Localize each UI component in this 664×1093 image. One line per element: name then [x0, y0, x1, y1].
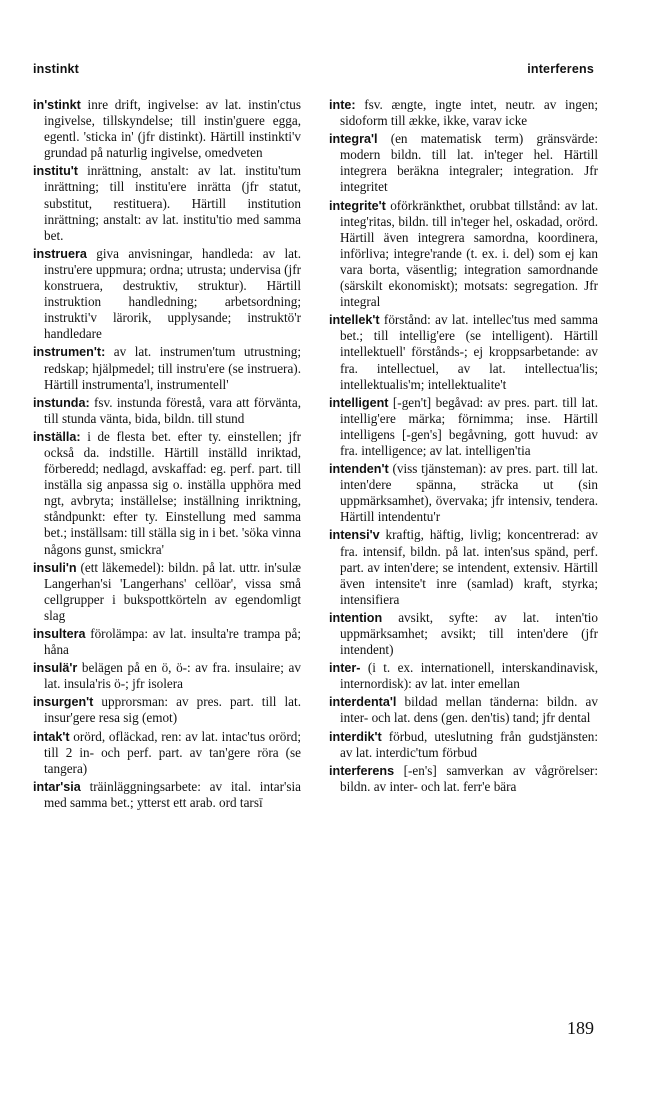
- entry-headword: interferens: [329, 763, 395, 778]
- entry-headword: intar'sia: [33, 779, 81, 794]
- entry-definition: giva anvisningar, handleda: av lat. instru'ere uppmura; ordna; utrusta; undervisa (jfr konstruera, destruktiv, struktur). Härtill instruktion handledning; arbetsordning; instrukti'v lärorik, upplysande; instruktö'r handledare: [44, 245, 301, 342]
- dictionary-entry: [33, 163, 301, 243]
- entry-headword: insulä'r: [33, 661, 78, 676]
- entry-definition: [-en's] samverkan av vågrörelser: bildn. av inter- och lat. ferr'e bära: [340, 762, 598, 794]
- dictionary-entry: [329, 527, 598, 607]
- dictionary-entry: [329, 131, 598, 195]
- dictionary-entry: [329, 461, 598, 525]
- dictionary-entry: [329, 694, 598, 726]
- dictionary-entry: [329, 610, 598, 658]
- left-column: [33, 97, 301, 813]
- dictionary-entry: [33, 344, 301, 392]
- entry-headword: integra'l: [329, 132, 378, 147]
- entry-definition: inre drift, ingivelse: av lat. instin'ctus ingivelse, tillskyndelse; till instin'guere egga, egentl. 'sticka in' (jfr distinkt). Härtill instinkti'v grundad på naturlig ingivelse, omedveten: [44, 97, 301, 161]
- entry-headword: insultera: [33, 627, 86, 641]
- entry-definition: träinläggningsarbete: av ital. intar'sia med samma bet.; ytterst ett arab. ord tarsī: [44, 778, 301, 810]
- entry-definition: förolämpa: av lat. insulta're trampa på; håna: [44, 626, 301, 658]
- dictionary-entry: [33, 97, 301, 161]
- dictionary-entry: [33, 429, 301, 558]
- dictionary-entry: [33, 660, 301, 692]
- entry-definition: (i t. ex. internationell, interskandinavisk, internordisk): av lat. inter emellan: [340, 660, 598, 692]
- entry-headword: instrumen't:: [33, 345, 106, 360]
- entry-headword: instunda:: [33, 395, 90, 410]
- entry-headword: intention: [329, 610, 383, 625]
- entry-headword: inte:: [329, 98, 356, 112]
- dictionary-entry: [329, 660, 598, 692]
- dictionary-entry: [329, 763, 598, 795]
- entry-definition: fsv. instunda förestå, vara att förvänta, till stunda vänta, bida, bildn. till stund: [44, 394, 301, 426]
- entry-definition: [-gen't] begåvad: av pres. part. till lat. intellig'ere märka; förnimma; inse. Härtill intelligens [-gen's] begåvning, gott huvud: av fra. intelligence; av lat. intelligen'tia: [340, 394, 598, 458]
- entry-headword: insuli'n: [33, 560, 77, 575]
- entry-definition: orörd, ofläckad, ren: av lat. intac'tus orörd; till 2 in- och perf. part. av tan'gere röra (se tangera): [44, 728, 301, 776]
- entry-definition: avsikt, syfte: av lat. inten'tio uppmärksamhet; avsikt; till inten'dere (jfr intendent): [340, 609, 598, 658]
- dictionary-entry: [329, 198, 598, 311]
- entry-definition: kraftig, häftig, livlig; koncentrerad: av fra. intensif, bildn. på lat. inten'sus spänd, perf. part. av inten'dere; se intendent, extensiv. Härtill även intensite't inre (samlad) kraft, styrka; intensifiera: [340, 527, 598, 607]
- entry-definition: (viss tjänsteman): av pres. part. till lat. inten'dere spänna, sträcka ut (sin uppmärksamhet), övervaka; jfr intensiv, tendera. Härtill intendentu'r: [340, 461, 598, 525]
- entry-definition: bildad mellan tänderna: bildn. av inter- och lat. dens (gen. den'tis) tand; jfr dental: [340, 694, 598, 726]
- dictionary-entry: [33, 246, 301, 343]
- entry-definition: fsv. ængte, ingte intet, neutr. av ingen; sidoform till ække, ikke, varav icke: [340, 97, 598, 129]
- entry-definition: oförkränkthet, orubbat tillstånd: av lat. integ'ritas, bildn. till in'teger hel, oskadad, orörd. Härtill även integrera samordna, koordinera, införliva; integre'rande (t. ex. i. del) som ej kan vara borta, väsentlig; integration samordnande (särskilt ekonomiskt); motsats: segregation. Jfr integral: [340, 197, 598, 310]
- entry-headword: instruera: [33, 246, 87, 261]
- entry-headword: inter-: [329, 661, 361, 676]
- dictionary-entry: [33, 779, 301, 811]
- entry-headword: insurgen't: [33, 695, 94, 710]
- entry-definition: av lat. instrumen'tum utrustning; redskap; hjälpmedel; till instru'ere (se instruera). Härtill instrumenta'l, instrumentell': [44, 344, 301, 392]
- dictionary-entry: [33, 729, 301, 777]
- right-column: [329, 97, 598, 797]
- left-guide-word: instinkt: [33, 62, 80, 76]
- entry-definition: belägen på en ö, ö-: av fra. insulaire; av lat. insula'ris ö-; jfr isolera: [44, 660, 301, 692]
- entry-headword: interdik't: [329, 729, 382, 744]
- dictionary-entry: [33, 560, 301, 624]
- entry-headword: in'stinkt: [33, 98, 81, 112]
- dictionary-entry: [329, 97, 598, 129]
- entry-headword: intak't: [33, 729, 70, 744]
- entry-headword: intensi'v: [329, 528, 380, 543]
- entry-headword: inställa:: [33, 429, 81, 444]
- dictionary-entry: [329, 395, 598, 459]
- entry-definition: förstånd: av lat. intellec'tus med samma bet.; till intellig'ere (se intelligent). Härtill intellektuell' förstånds-; ej kroppsarbetande: av fra. intellectuel, av lat. intellectua'lis; intellektualis'm; intellektualite't: [340, 312, 598, 392]
- entry-definition: (en matematisk term) gränsvärde: modern bildn. till lat. in'teger hel. Härtill integrera beräkna integraler; integration. Jfr integritet: [340, 131, 598, 195]
- entry-headword: institu't: [33, 164, 78, 179]
- entry-definition: i de flesta bet. efter ty. einstellen; jfr också da. indstille. Härtill inställd inriktad, förberedd; nedlagd, avskaffad: eg. perf. part. till inställa sig anpassa sig o. inställa upphöra med ngt, avbryta; inställelse; inställning inriktning, ståndpunkt: efter ty. Einstellung med samma bet.; inställsam: till ställa sig in i bet. 'söka vinna någons gunst, smickra': [44, 428, 301, 557]
- entry-definition: förbud, uteslutning från gudstjänsten: av lat. interdic'tum förbud: [340, 728, 598, 760]
- entry-definition: inrättning, anstalt: av lat. institu'tum inrättning; till institu'ere inrätta (jfr statut, substitut, restituera). Härtill institution inrättning; anstalt: av lat. institu'tio med samma bet.: [44, 163, 301, 243]
- entry-headword: intenden't: [329, 462, 389, 477]
- dictionary-entry: [33, 694, 301, 726]
- dictionary-entry: [33, 395, 301, 427]
- dictionary-entry: [33, 626, 301, 658]
- entry-headword: intellek't: [329, 313, 380, 328]
- entry-definition: (ett läkemedel): bildn. på lat. uttr. in'sulæ Langerhan'si 'Langerhans' cellöar', vissa små cellgrupper i bukspottkörteln av egendomligt slag: [44, 559, 301, 623]
- entry-headword: integrite't: [329, 198, 386, 213]
- entry-headword: intelligent: [329, 395, 389, 410]
- entry-definition: upprorsman: av pres. part. till lat. insur'gere resa sig (emot): [44, 694, 301, 726]
- dictionary-entry: [329, 312, 598, 392]
- right-guide-word: interferens: [527, 62, 594, 76]
- entry-headword: interdenta'l: [329, 695, 397, 710]
- dictionary-entry: [329, 729, 598, 761]
- page-number: 189: [567, 1018, 594, 1038]
